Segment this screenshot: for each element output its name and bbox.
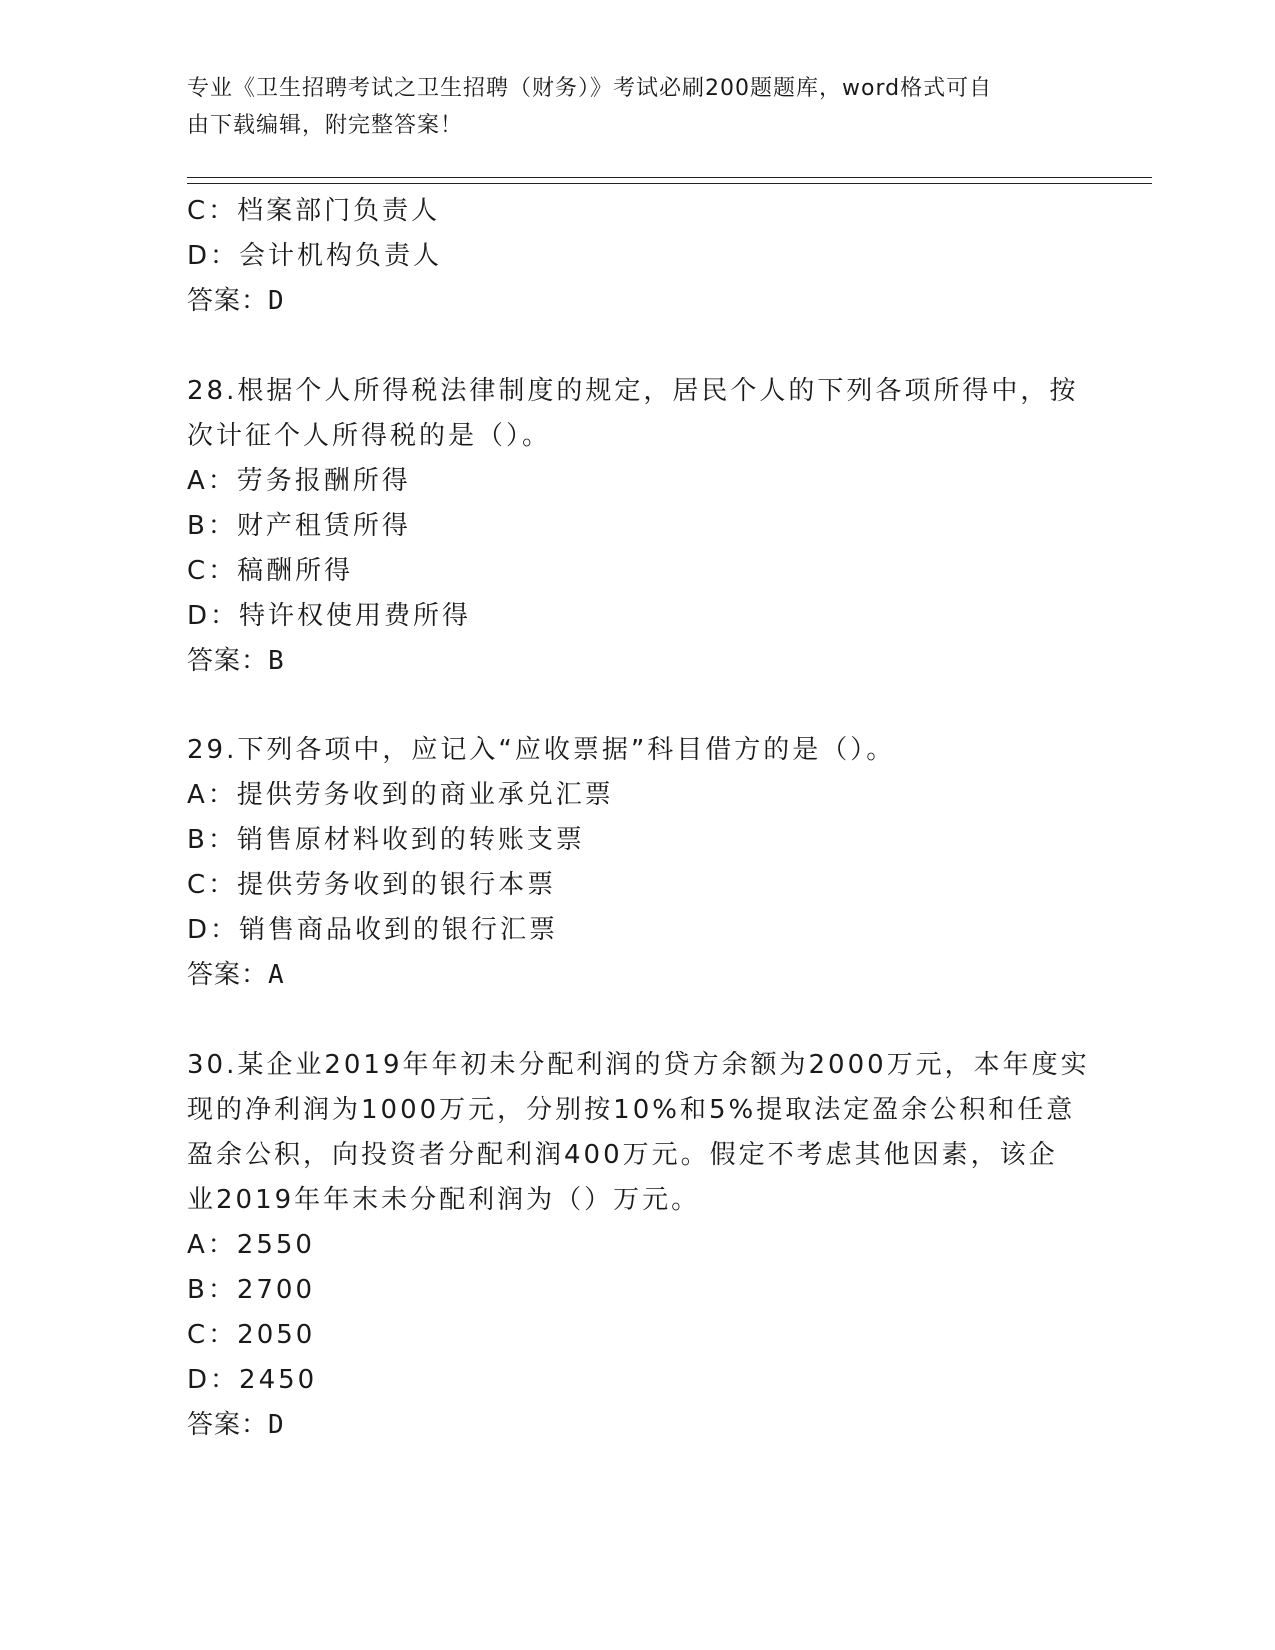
- answer-value: A: [268, 960, 285, 990]
- q29-answer: [187, 958, 285, 992]
- q29-text-line-1: 29.下列各项中，应记入“应收票据”科目借方的是（）。: [187, 735, 896, 765]
- q30-text-line-3: 盈余公积，向投资者分配利润400万元。假定不考虑其他因素，该企: [187, 1140, 1058, 1170]
- prev-option-d: D：会计机构负责人: [187, 241, 443, 271]
- q28-option-b: B：财产租赁所得: [187, 511, 411, 541]
- q28-answer: [187, 644, 285, 678]
- q28-text-line-2: 次计征个人所得税的是（）。: [187, 421, 552, 451]
- q30-option-d: D：2450: [187, 1365, 318, 1395]
- header-divider-top: [187, 177, 1152, 178]
- answer-value: D: [268, 286, 285, 316]
- prev-answer: [187, 284, 285, 318]
- answer-label: 答案：: [187, 960, 269, 990]
- q28-option-a: A：劳务报酬所得: [187, 466, 411, 496]
- document-header: [187, 70, 1087, 144]
- q28-option-d: D：特许权使用费所得: [187, 601, 472, 631]
- answer-value: B: [268, 646, 285, 676]
- q28-option-c: C：稿酬所得: [187, 556, 354, 586]
- q30-answer: [187, 1408, 285, 1442]
- header-line-2: 由下载编辑，附完整答案！: [187, 113, 464, 138]
- q30-option-c: C：2050: [187, 1320, 316, 1350]
- answer-label: 答案：: [187, 1410, 269, 1440]
- q29-option-a: A：提供劳务收到的商业承兑汇票: [187, 780, 614, 810]
- q29-option-c: C：提供劳务收到的银行本票: [187, 870, 557, 900]
- header-divider-bottom: [187, 183, 1152, 184]
- prev-option-c: C：档案部门负责人: [187, 196, 441, 226]
- answer-value: D: [268, 1410, 285, 1440]
- q29-option-b: B：销售原材料收到的转账支票: [187, 825, 585, 855]
- q30-text-line-2: 现的净利润为1000万元，分别按10%和5%提取法定盈余公积和任意: [187, 1095, 1076, 1125]
- answer-label: 答案：: [187, 646, 269, 676]
- answer-label: 答案：: [187, 286, 269, 316]
- q30-option-a: A：2550: [187, 1230, 315, 1260]
- q29-option-d: D：销售商品收到的银行汇票: [187, 915, 559, 945]
- q28-text-line-1: 28.根据个人所得税法律制度的规定，居民个人的下列各项所得中，按: [187, 376, 1079, 406]
- header-line-1: 专业《卫生招聘考试之卫生招聘（财务）》考试必刷200题题库，word格式可自: [187, 76, 993, 101]
- q30-text-line-1: 30.某企业2019年年初未分配利润的贷方余额为2000万元，本年度实: [187, 1050, 1090, 1080]
- q30-text-line-4: 业2019年年末未分配利润为（）万元。: [187, 1185, 701, 1215]
- q30-option-b: B：2700: [187, 1275, 316, 1305]
